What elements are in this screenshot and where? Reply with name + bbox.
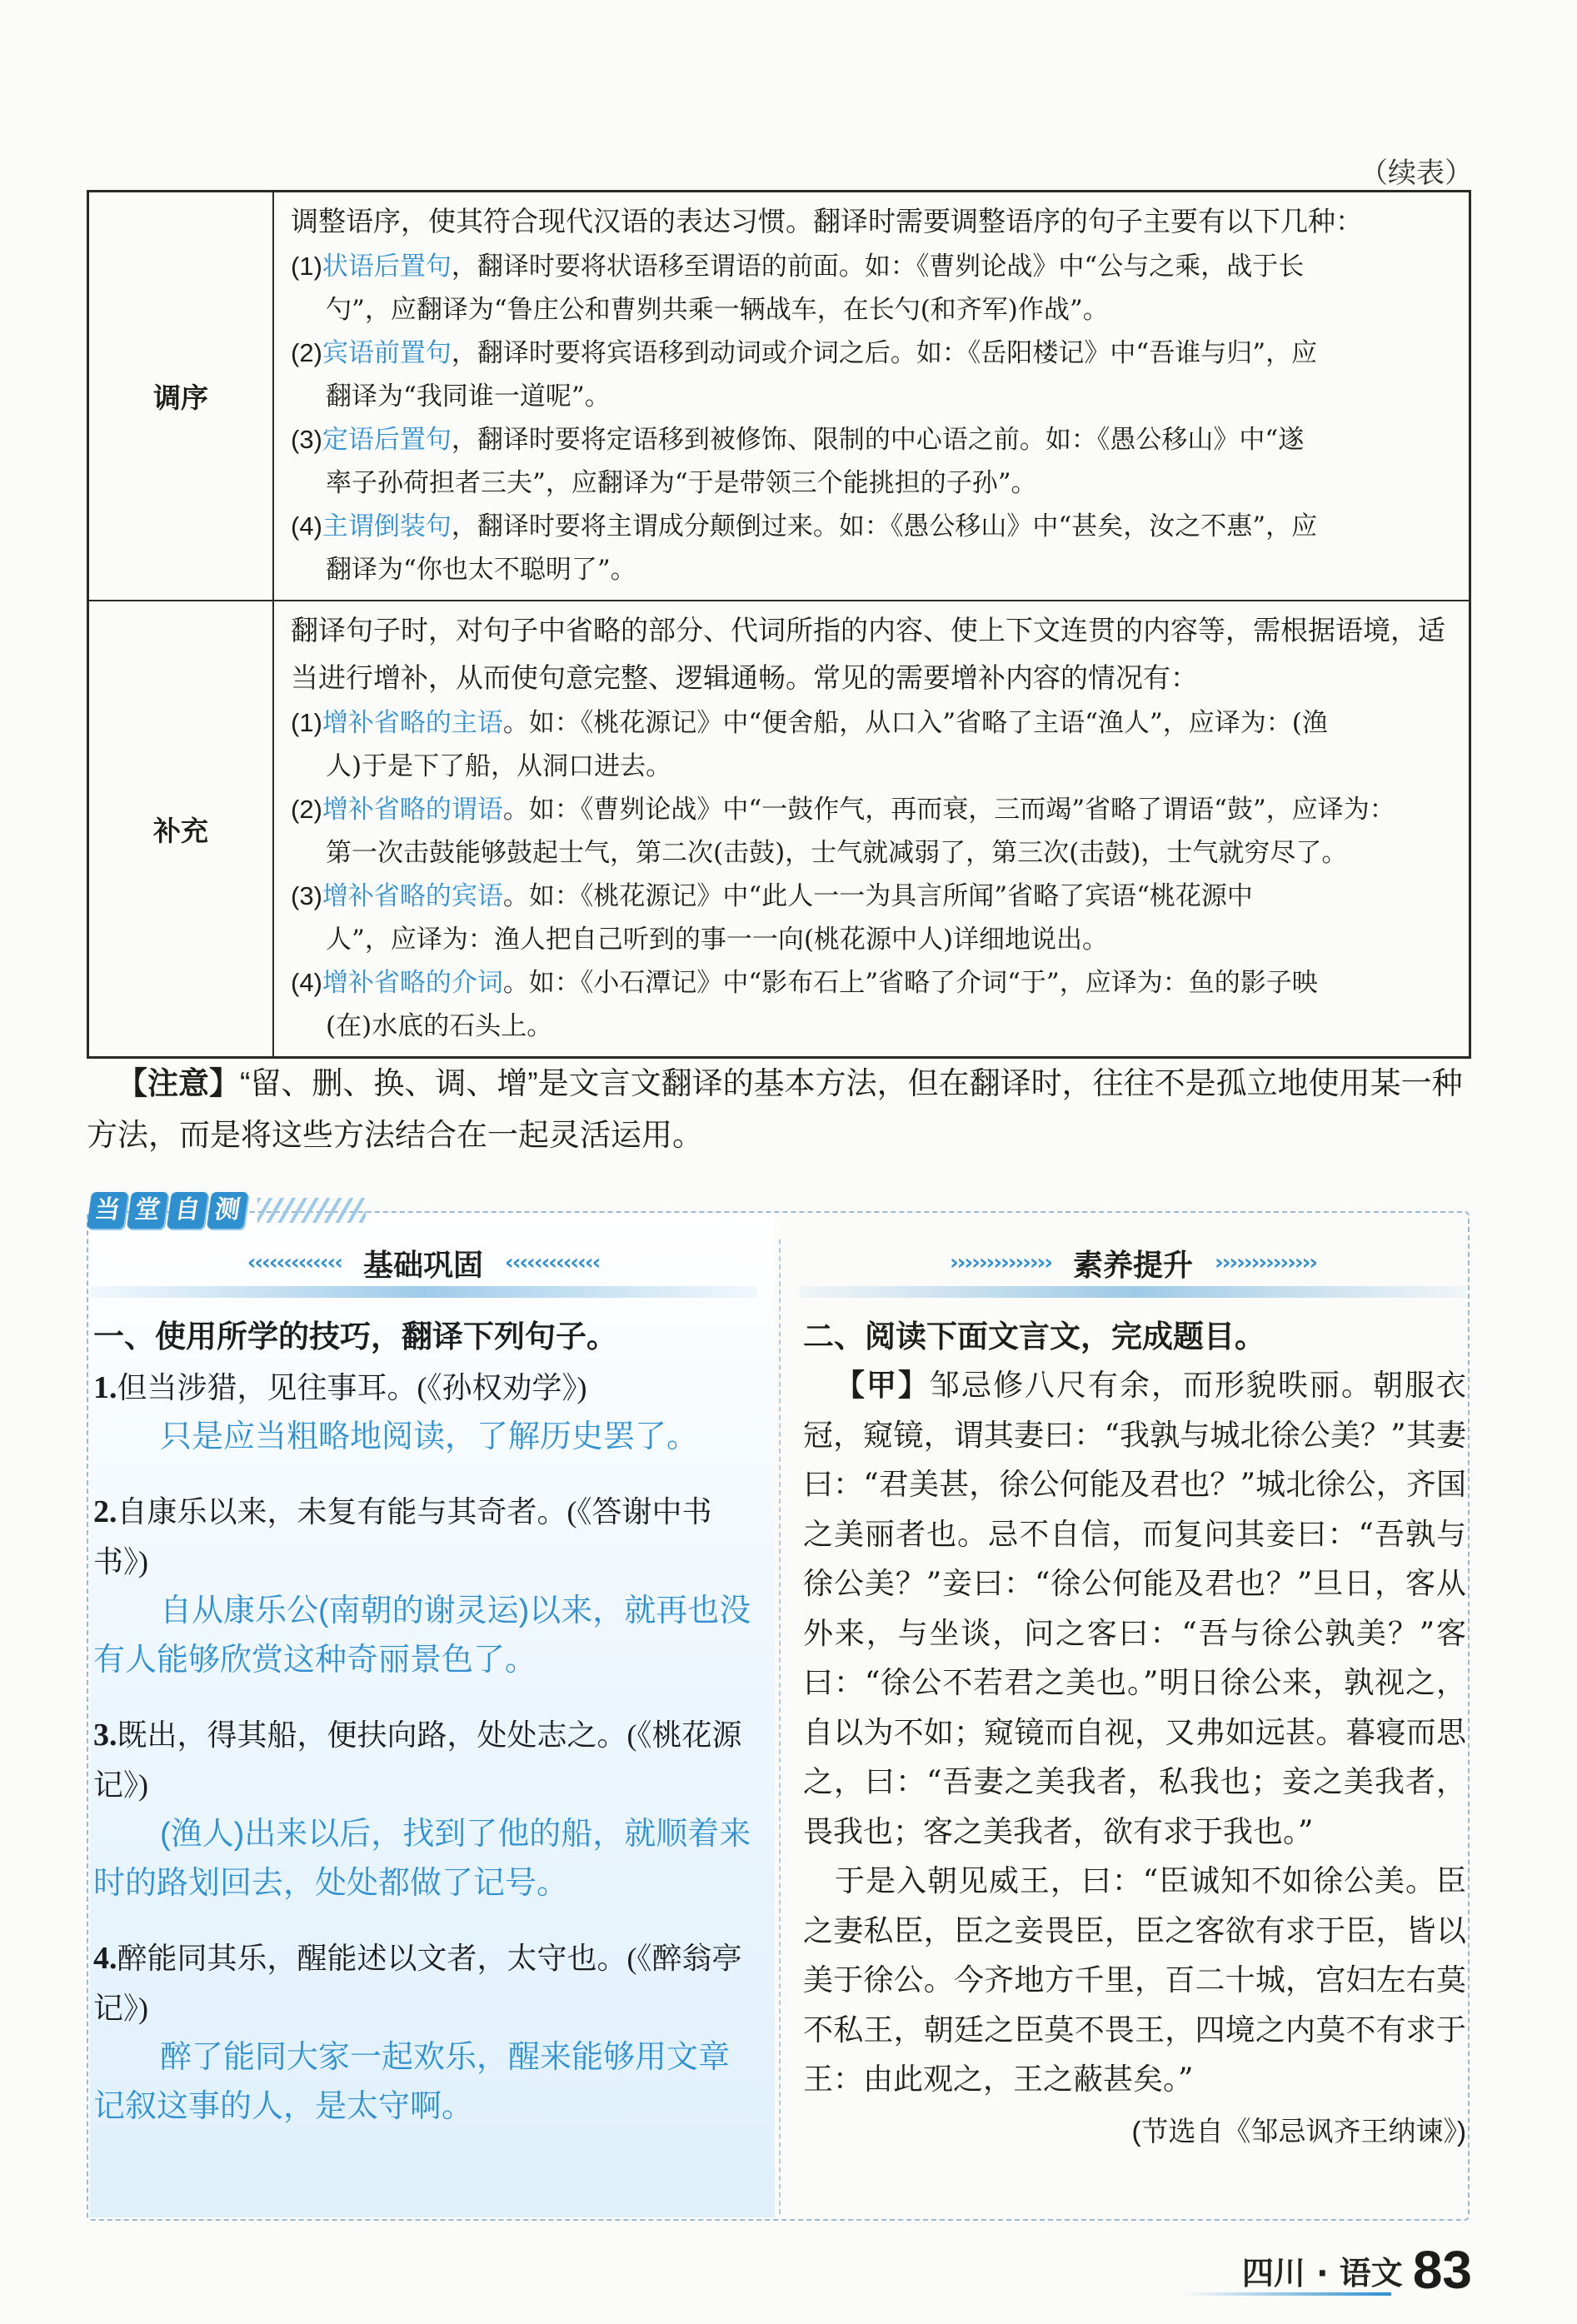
- answer-text: 醉了能同大家一起欢乐，醒来能够用文章记叙这事的人，是太守啊。: [93, 2040, 731, 2124]
- keyword: 增补省略的主语: [322, 708, 503, 738]
- method-item: (4)增补省略的介词。如：《小石潭记》中“影布石上”省略了介词“于”，应译为：鱼的影子映 (在)水底的石头上。: [291, 968, 1318, 1041]
- reading-exercise: [803, 1311, 1466, 2155]
- chevron-left-icon: ‹‹‹‹‹‹‹‹‹‹‹‹‹: [505, 1250, 600, 1275]
- method-body: [273, 601, 1470, 1058]
- method-item: (3)定语后置句，翻译时要将定语移到被修饰、限制的中心语之前。如：《愚公移山》中“遂 率子孙荷担者三夫”，应翻译为“于是带领三个能挑担的子孙”。: [291, 425, 1305, 498]
- question-text: 2.自康乐以来，未复有能与其奇者。(《答谢中书书》): [93, 1494, 712, 1578]
- note-heading: 【注意】: [117, 1066, 240, 1100]
- section-heading: 素养提升: [1072, 1248, 1193, 1283]
- table-row: [88, 192, 1470, 601]
- keyword: 增补省略的介词: [322, 968, 503, 998]
- decorative-slashes: [257, 1198, 366, 1223]
- exercise-title: 一、使用所学的技巧，翻译下列句子。: [93, 1319, 617, 1354]
- method-item: (3)增补省略的宾语。如：《桃花源记》中“此人一一为具言所闻”省略了宾语“桃花源中 人”，应译为：渔人把自己听到的事一一向(桃花源中人)详细地说出。: [291, 881, 1253, 955]
- keyword: 宾语前置句: [322, 338, 452, 368]
- method-intro: 翻译句子时，对句子中省略的部分、代词所指的内容、使上下文连贯的内容等，需根据语境，适当进行增补，从而使句意完整、逻辑通畅。常见的需要增补内容的情况有：: [291, 615, 1445, 693]
- heading-underline: [800, 1286, 1466, 1298]
- question-item: [93, 1710, 760, 1908]
- keyword: 定语后置句: [322, 425, 452, 455]
- keyword: 增补省略的宾语: [322, 881, 503, 911]
- section-heading: 基础巩固: [362, 1248, 483, 1283]
- question-source: (《醉翁亭记》): [93, 1942, 742, 2025]
- exercise-title: 二、阅读下面文言文，完成题目。: [803, 1319, 1265, 1354]
- title-char: 当: [87, 1192, 128, 1229]
- title-char: 堂: [127, 1192, 168, 1229]
- passage-tag: 【甲】: [835, 1369, 930, 1403]
- method-item: (2)宾语前置句，翻译时要将宾语移到动词或介词之后。如：《岳阳楼记》中“吾谁与归”，应 翻译为“我同谁一道呢”。: [291, 338, 1318, 411]
- translation-exercise: [93, 1311, 760, 2157]
- note-paragraph: [87, 1058, 1473, 1161]
- question-text: 3.既出，得其船，便扶向路，处处志之。(《桃花源记》): [93, 1718, 742, 1802]
- question-item: [93, 1933, 760, 2132]
- title-char: 测: [207, 1192, 248, 1229]
- question-item: [93, 1487, 760, 1685]
- continued-label: （续表）: [1360, 157, 1473, 190]
- method-item: (2)增补省略的谓语。如：《曹刿论战》中“一鼓作气，再而衰，三而竭”省略了谓语“鼓”，应译为： 第一次击鼓能够鼓起士气，第二次(击鼓)，士气就减弱了，第三次(击鼓)，士气就穷尽了。: [291, 795, 1395, 868]
- panel-title-badge: [89, 1189, 366, 1231]
- chevron-right-icon: ››››››››››››››: [949, 1250, 1051, 1275]
- method-name: 调序: [88, 192, 274, 601]
- passage-paragraph: 【甲】邹忌修八尺有余，而形貌昳丽。朝服衣冠，窥镜，谓其妻曰：“我孰与城北徐公美？”其妻曰：“君美甚，徐公何能及君也？”城北徐公，齐国之美丽者也。忌不自信，而复问其妾曰：“吾孰与徐公美？”妾曰：“徐公何能及君也？”旦日，客从外来，与坐谈，问之客曰：“吾与徐公孰美？”客曰：“徐公不若君之美也。”明日徐公来，孰视之，自以为不如；窥镜而自视，又弗如远甚。暮寝而思之，曰：“吾妻之美我者，私我也；妾之美我者，畏我也；客之美我者，欲有求于我也。”: [803, 1369, 1466, 1849]
- advanced-section-header: [800, 1239, 1466, 1298]
- method-item: (4)主谓倒装句，翻译时要将主谓成分颠倒过来。如：《愚公移山》中“甚矣，汝之不惠”，应 翻译为“你也太不聪明了”。: [291, 511, 1318, 585]
- question-text: 4.醉能同其乐，醒能述以文者，太守也。(《醉翁亭记》): [93, 1941, 742, 2025]
- passage-source: (节选自《邹忌讽齐王纳谏》): [1131, 2115, 1466, 2147]
- question-text: 1.但当涉猎，见往事耳。(《孙权劝学》): [93, 1370, 587, 1405]
- keyword: 状语后置句: [322, 252, 452, 282]
- passage-paragraph: 于是入朝见威王，曰：“臣诚知不如徐公美。臣之妻私臣，臣之妾畏臣，臣之客欲有求于臣，皆以美于徐公。今齐地方千里，百二十城，宫妇左右莫不私王，朝廷之臣莫不畏王，四境之内莫不有求于王：由此观之，王之蔽甚矣。”: [803, 1864, 1466, 2097]
- title-char: 自: [167, 1192, 208, 1229]
- answer-text: 只是应当粗略地阅读，了解历史罢了。: [160, 1419, 699, 1454]
- footer-accent-line: [1183, 2292, 1391, 2296]
- question-source: (《孙权劝学》): [417, 1371, 587, 1404]
- question-source: (《桃花源记》): [93, 1718, 742, 1802]
- page-number: 83: [1412, 2240, 1472, 2300]
- method-name: 补充: [88, 601, 274, 1058]
- basic-section-header: [90, 1239, 756, 1298]
- answer-text: 自从康乐公(南朝的谢灵运)以来，就再也没有人能够欣赏这种奇丽景色了。: [93, 1593, 751, 1678]
- method-item: (1)状语后置句，翻译时要将状语移至谓语的前面。如：《曹刿论战》中“公与之乘，战于长 勺”，应翻译为“鲁庄公和曹刿共乘一辆战车，在长勺(和齐军)作战”。: [291, 252, 1305, 325]
- question-source: (《答谢中书书》): [93, 1495, 712, 1578]
- column-divider: [779, 1239, 781, 2214]
- chevron-right-icon: ››››››››››››››: [1215, 1250, 1317, 1275]
- method-body: [273, 192, 1470, 601]
- keyword: 增补省略的谓语: [322, 795, 503, 825]
- method-item: (1)增补省略的主语。如：《桃花源记》中“便舍船，从口入”省略了主语“渔人”，应译为：(渔 人)于是下了船，从洞口进去。: [291, 708, 1328, 781]
- footer-label: 四川 · 语文: [1241, 2254, 1403, 2292]
- keyword: 主谓倒装句: [322, 511, 452, 541]
- method-intro: 调整语序，使其符合现代汉语的表达习惯。翻译时需要调整语序的句子主要有以下几种：: [291, 206, 1363, 237]
- chevron-left-icon: ‹‹‹‹‹‹‹‹‹‹‹‹‹: [247, 1250, 342, 1275]
- page-footer: [1242, 2239, 1472, 2301]
- answer-text: (渔人)出来以后，找到了他的船，就顺着来时的路划回去，处处都做了记号。: [93, 1817, 751, 1901]
- table-row: [88, 601, 1470, 1058]
- note-text: “留、删、换、调、增”是文言文翻译的基本方法，但在翻译时，往往不是孤立地使用某一种方法，而是将这些方法结合在一起灵活运用。: [87, 1066, 1463, 1152]
- translation-methods-table: [87, 190, 1471, 1059]
- question-item: [93, 1363, 760, 1462]
- heading-underline: [90, 1286, 756, 1298]
